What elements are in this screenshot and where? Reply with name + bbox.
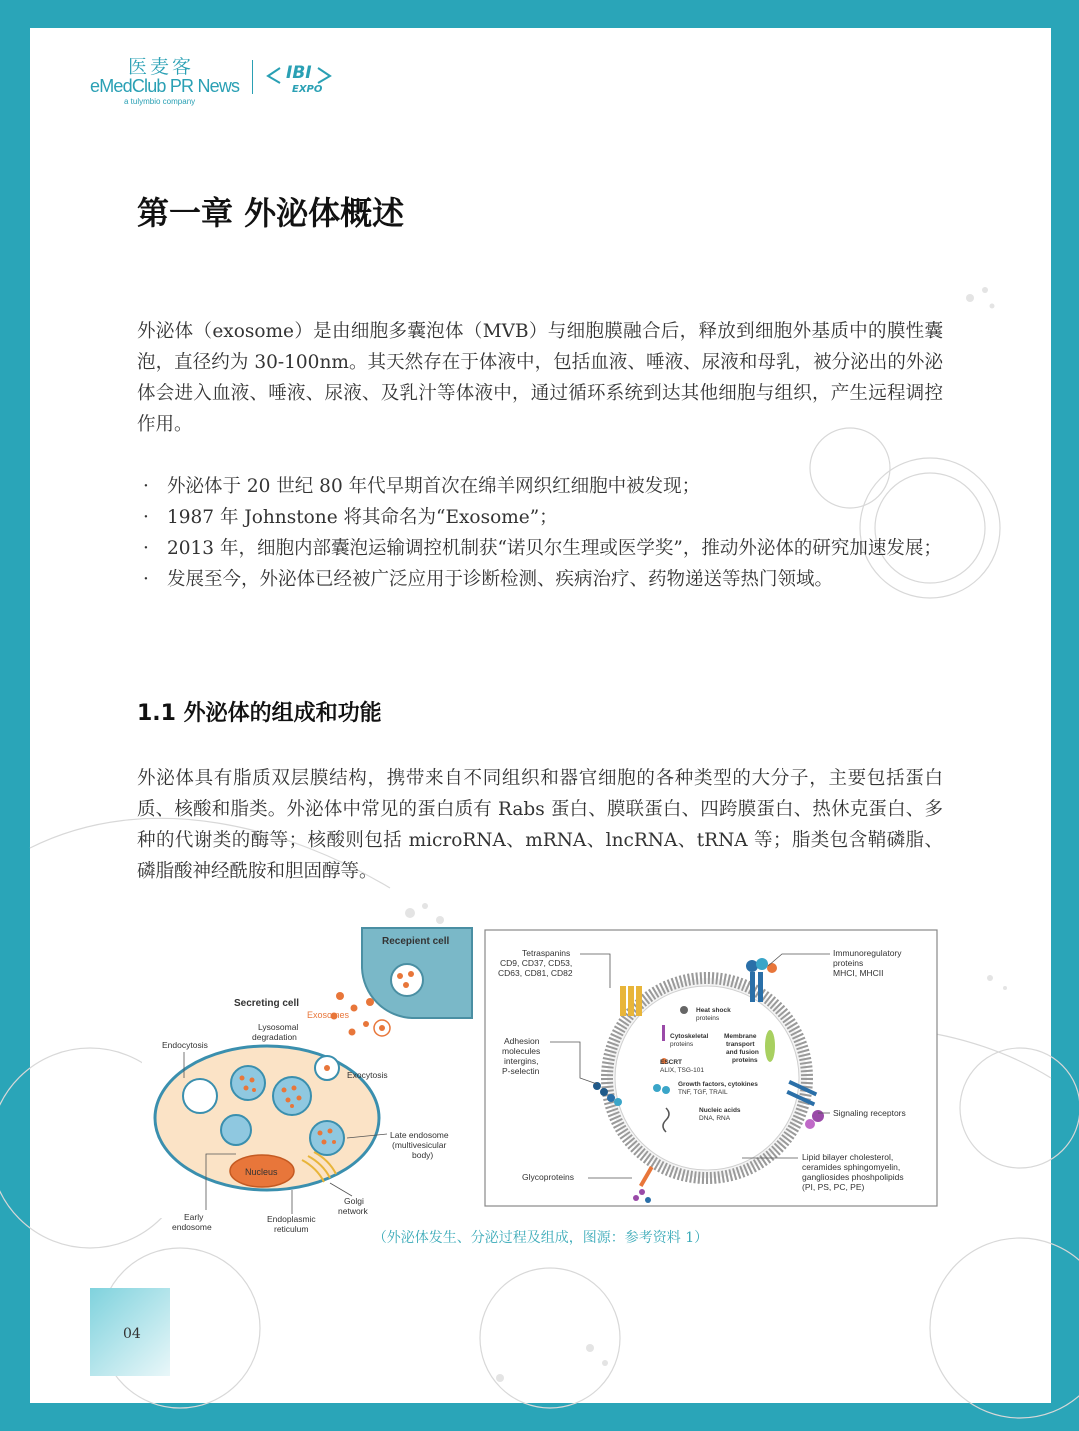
history-item: [137, 564, 943, 595]
tetraspanin-protein: [620, 986, 642, 1016]
er-label: Endoplasmic: [267, 1214, 316, 1224]
history-item: [137, 502, 943, 533]
cytoskeletal-label: Cytoskeletal: [670, 1033, 709, 1040]
late-endosome-label: Late endosome: [390, 1130, 449, 1140]
lipid-label: Lipid bilayer cholesterol,: [802, 1152, 894, 1162]
cytoskeletal-label-2: proteins: [670, 1041, 694, 1048]
growth-factors-label-2: TNF, TGF, TRAIL: [678, 1089, 728, 1096]
late-endosome: [310, 1121, 344, 1155]
tetraspanins-label-2: CD9, CD37, CD53,: [500, 958, 573, 968]
page-number: 04: [123, 1326, 141, 1342]
early-endosome-label: Early: [184, 1212, 204, 1222]
membrane-transport-label: Membrane: [724, 1033, 757, 1040]
endocytosis-label: Endocytosis: [162, 1040, 208, 1050]
degradation-label: degradation: [252, 1032, 297, 1042]
membrane-transport-protein: [765, 1030, 775, 1062]
heat-shock-label: Heat shock: [696, 1007, 731, 1014]
composition-paragraph: 外泌体具有脂质双层膜结构，携带来自不同组织和器官细胞的各种类型的大分子，主要包括蛋白质、核酸和脂类。外泌体中常见的蛋白质有 Rabs 蛋白、膜联蛋白、四跨膜蛋白、热休克蛋白、多种的代谢类的酶等；核酸则包括 microRNA、mRNA、lncRNA、tRNA 等；脂类包含鞘磷脂、磷脂酸神经酰胺和胆固醇等。: [137, 768, 943, 882]
document-page: [30, 28, 1051, 1403]
immunoregulatory-label-2: proteins: [833, 958, 864, 968]
late-endosome-label-2: (multivesicular: [392, 1140, 447, 1150]
secreting-cell-label: Secreting cell: [234, 998, 300, 1009]
tetraspanins-label: Tetraspanins: [522, 948, 571, 958]
logo-english-text: eMedClub PR News: [90, 76, 240, 96]
growth-factors-label: Growth factors, cytokines: [678, 1081, 758, 1088]
exosome-figure: [142, 928, 942, 1234]
early-endosome-label-2: endosome: [172, 1222, 212, 1232]
membrane-transport-label-2: transport: [726, 1041, 755, 1048]
history-item-text: 外泌体于 20 世纪 80 年代早期首次在绵羊网织红细胞中被发现；: [167, 476, 701, 497]
bullet-mark: ·: [143, 538, 149, 559]
lysosomal-label: Lysosomal: [258, 1022, 299, 1032]
ibi-expo-logo: [266, 56, 336, 96]
adhesion-label-4: P-selectin: [502, 1066, 540, 1076]
early-endosome: [221, 1115, 251, 1145]
logo-ibi-text: IBI: [286, 63, 312, 83]
history-item-text: 2013 年，细胞内部囊泡运输调控机制获“诺贝尔生理或医学奖”，推动外泌体的研究加速发展；: [167, 538, 942, 559]
signaling-label: Signaling receptors: [833, 1108, 906, 1118]
lipid-label-3: gangliosides phoshpolipids: [802, 1172, 904, 1182]
bullet-mark: ·: [143, 476, 149, 497]
late-endosome-label-3: body): [412, 1150, 434, 1160]
logo-subtitle: a tulymbio company: [124, 97, 196, 106]
lipid-label-4: (PI, PS, PC, PE): [802, 1182, 865, 1192]
bullet-mark: ·: [143, 569, 149, 590]
logo-divider: [252, 60, 253, 94]
logo-chinese-text: 医麦客: [128, 56, 195, 78]
exosomes-label: Exosomes: [307, 1010, 350, 1020]
adhesion-label-3: intergins,: [504, 1056, 539, 1066]
golgi-label-2: network: [338, 1206, 368, 1216]
nucleus-label: Nucleus: [245, 1167, 278, 1177]
escrt-label-2: ALIX, TSG-101: [660, 1067, 704, 1074]
golgi-label: Golgi: [344, 1196, 364, 1206]
bullet-mark: ·: [143, 507, 149, 528]
history-item-text: 发展至今，外泌体已经被广泛应用于诊断检测、疾病治疗、药物递送等热门领域。: [167, 569, 834, 590]
endocytosis-vesicle: [183, 1079, 217, 1113]
immunoregulatory-label: Immunoregulatory: [833, 948, 902, 958]
er-label-2: reticulum: [274, 1224, 309, 1234]
membrane-transport-label-4: proteins: [732, 1057, 758, 1064]
lipid-label-2: ceramides sphingomyelin,: [802, 1162, 901, 1172]
exosome-biogenesis-diagram: [142, 928, 477, 1234]
exosome-composition-diagram: [485, 930, 937, 1206]
adhesion-label-2: molecules: [502, 1046, 541, 1056]
figure-caption: （外泌体发生、分泌过程及组成，图源：参考资料 1）: [372, 1230, 709, 1246]
tetraspanins-label-3: CD63, CD81, CD82: [498, 968, 573, 978]
membrane-transport-label-3: and fusion: [726, 1049, 759, 1056]
history-item: [137, 471, 943, 502]
nucleic-acids-label-2: DNA, RNA: [699, 1115, 731, 1122]
adhesion-label: Adhesion: [504, 1036, 540, 1046]
exocytosis-label: Exocytosis: [347, 1070, 388, 1080]
escrt-label: ESCRT: [660, 1059, 683, 1066]
glycoproteins-label: Glycoproteins: [522, 1172, 574, 1182]
section-title: 1.1 外泌体的组成和功能: [137, 701, 382, 726]
chapter-title: 第一章 外泌体概述: [137, 194, 405, 232]
logo-expo-text: EXPO: [292, 84, 323, 95]
history-item: [137, 533, 943, 564]
recipient-cell-label: Recepient cell: [382, 936, 450, 947]
heat-shock-label-2: proteins: [696, 1015, 720, 1022]
nucleic-acids-label: Nucleic acids: [699, 1107, 741, 1114]
intro-paragraph: 外泌体（exosome）是由细胞多囊泡体（MVB）与细胞膜融合后，释放到细胞外基质中的膜性囊泡，直径约为 30-100nm。其天然存在于体液中，包括血液、唾液、尿液和母乳，被分泌出的外泌体会进入血液、唾液、尿液、及乳汁等体液中，通过循环系统到达其他细胞与组织，产生远程调控作用。: [137, 321, 943, 435]
history-list: [137, 471, 943, 595]
immunoregulatory-label-3: MHCI, MHCII: [833, 968, 884, 978]
history-item-text: 1987 年 Johnstone 将其命名为“Exosome”；: [167, 507, 558, 528]
